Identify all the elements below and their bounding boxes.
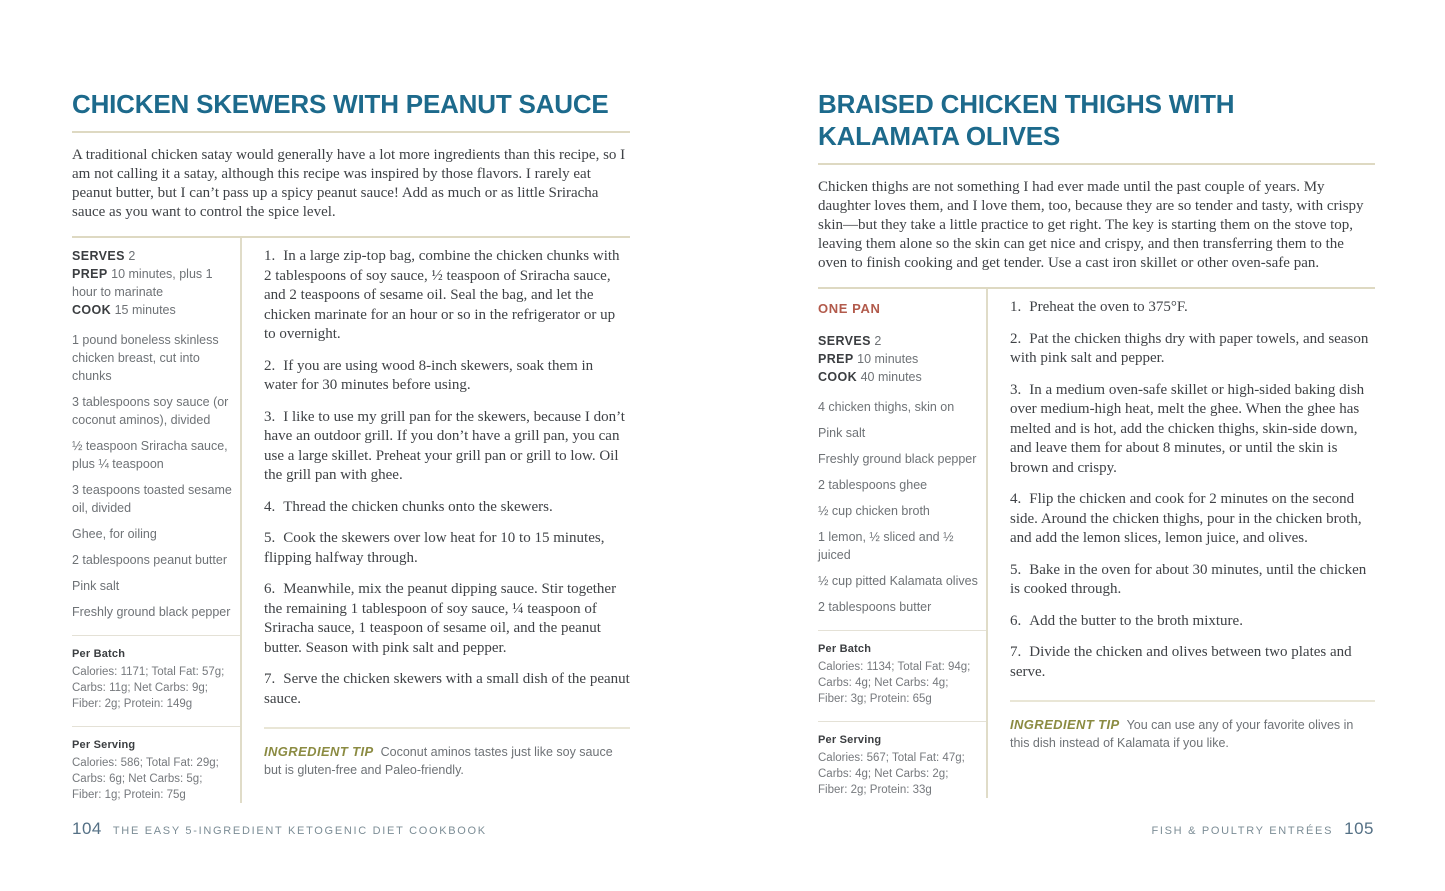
ingredient-item: ½ teaspoon Sriracha sauce, plus ¼ teaspoon (72, 439, 228, 471)
step-text: Meanwhile, mix the peanut dipping sauce. Stir together the remaining 1 tablespoon of soy sauce, ¼ teaspoon of Sriracha sauce, 1 teaspoon of sesame oil, and the peanut butter. Season with pink salt and pepper. (264, 581, 617, 656)
ingredient-item: 3 teaspoons toasted sesame oil, divided (72, 483, 232, 515)
meta-cook-value: 15 minutes (114, 303, 176, 317)
nutrition-divider (818, 721, 986, 722)
step-text: I like to use my grill pan for the skewers, because I don’t have an outdoor grill. If you don’t have a grill pan, you can use a large skillet. Preheat your grill pan or grill to low. Oil the grill pan with ghee. (264, 408, 625, 483)
meta-prep (72, 265, 240, 301)
instructions-left (242, 238, 630, 803)
step-text: Cook the skewers over low heat for 10 to 15 minutes, flipping halfway through. (264, 530, 605, 566)
nutrition-line: Calories: 567; Total Fat: 47g; (818, 752, 965, 764)
ingredient-item: 2 tablespoons butter (818, 600, 932, 614)
columns-left (72, 238, 630, 803)
recipe-title-right: BRAISED CHICKEN THIGHS WITH KALAMATA OLIVES (818, 89, 1235, 151)
meta-prep-value: 10 minutes, plus 1 hour to marinate (72, 267, 213, 299)
step-text: Add the butter to the broth mixture. (1029, 612, 1243, 629)
recipe-step (264, 408, 630, 486)
per-serving-heading: Per Serving (818, 734, 882, 746)
recipe-step (1010, 381, 1375, 479)
recipe-step (1010, 561, 1375, 600)
ingredient-tip-right (1010, 716, 1375, 752)
step-number: 5. (1010, 561, 1022, 578)
recipe-intro-left: A traditional chicken satay would generally have a lot more ingredients than this recipe, so I am not calling it a satay, although this recipe was inspired by those flavors. I rarely eat peanut butter, but I can’t pass up a spicy peanut sauce! Add as much or as little Sriracha sauce as you want to control the spice level. (72, 147, 626, 220)
nutrition-divider (72, 635, 240, 636)
step-number: 7. (264, 671, 276, 687)
per-batch-heading: Per Batch (818, 643, 872, 655)
step-number: 4. (264, 498, 276, 515)
step-number: 1. (1010, 299, 1022, 315)
meta-prep (818, 350, 986, 368)
meta-serves (72, 247, 240, 265)
one-pan-badge: ONE PAN (818, 301, 881, 316)
tip-divider-right (1010, 700, 1375, 702)
recipe-step (264, 580, 630, 658)
step-text: Pat the chicken thighs dry with paper towels, and season with pink salt and pepper. (1010, 330, 1369, 366)
meta-serves-value: 2 (128, 249, 136, 263)
nutrition-line: Calories: 1171; Total Fat: 57g; (72, 666, 225, 678)
ingredient-item: 2 tablespoons peanut butter (72, 553, 227, 567)
step-text: Flip the chicken and cook for 2 minutes on the second side. Around the chicken thighs, pour in the chicken broth, and add the lemon slices, lemon juice, and olives. (1010, 491, 1362, 546)
per-batch-block-left (72, 648, 240, 712)
recipe-step (1010, 330, 1375, 369)
step-text: Serve the chicken skewers with a small dish of the peanut sauce. (264, 671, 630, 707)
recipe-step (264, 247, 630, 345)
recipe-step (264, 357, 630, 396)
ingredient-item: Ghee, for oiling (72, 527, 157, 541)
meta-serves-label: SERVES (818, 334, 871, 348)
footer-right (1151, 819, 1374, 839)
meta-cook (72, 301, 240, 319)
step-text: Bake in the oven for about 30 minutes, until the chicken is cooked through. (1010, 561, 1367, 597)
nutrition-line: Fiber: 3g; Protein: 65g (818, 693, 932, 705)
per-serving-block-right (818, 734, 986, 798)
nutrition-line: Fiber: 2g; Protein: 149g (72, 698, 193, 710)
meta-cook-label: COOK (72, 303, 112, 317)
title-rule-right (818, 163, 1375, 165)
meta-cook-label: COOK (818, 370, 858, 384)
tip-text: Coconut aminos tastes just like soy sauce but is gluten-free and Paleo-friendly. (264, 745, 613, 777)
per-serving-block-left (72, 739, 240, 803)
page-left (72, 88, 630, 803)
title-rule-left (72, 131, 630, 133)
meta-prep-label: PREP (72, 267, 108, 281)
ingredient-item: 2 tablespoons ghee (818, 478, 928, 492)
step-number: 1. (264, 248, 276, 264)
step-number: 7. (1010, 644, 1022, 660)
meta-cook-value: 40 minutes (860, 370, 922, 384)
meta-serves-value: 2 (874, 334, 882, 348)
meta-block-right (818, 332, 986, 386)
ingredient-item: Pink salt (72, 579, 120, 593)
nutrition-line: Calories: 586; Total Fat: 29g; (72, 757, 219, 769)
meta-serves (818, 332, 986, 350)
page-right (818, 88, 1375, 798)
meta-prep-value: 10 minutes (857, 352, 919, 366)
step-text: Preheat the oven to 375°F. (1029, 299, 1188, 315)
meta-serves-label: SERVES (72, 249, 125, 263)
step-number: 3. (264, 408, 276, 425)
nutrition-line: Carbs: 11g; Net Carbs: 9g; (72, 682, 208, 694)
ingredient-item: 1 lemon, ½ sliced and ½ juiced (818, 530, 954, 562)
step-text: In a large zip-top bag, combine the chicken chunks with 2 tablespoons of soy sauce, ½ teaspoon of Sriracha sauce, and 2 teaspoons of sesame oil. Seal the bag, and let the chicken marinate for an hour or so in the refrigerator or up to overnight. (264, 248, 620, 342)
sidebar-left (72, 238, 240, 803)
nutrition-line: Calories: 1134; Total Fat: 94g; (818, 661, 971, 673)
book-title-caption: THE EASY 5-INGREDIENT KETOGENIC DIET COOKBOOK (112, 825, 487, 837)
tip-label: INGREDIENT TIP (264, 744, 374, 759)
step-number: 2. (264, 357, 276, 374)
ingredient-item: 4 chicken thighs, skin on (818, 400, 955, 414)
footer-left (72, 819, 487, 839)
page-number-right: 105 (1344, 819, 1374, 838)
instructions-right (988, 289, 1375, 798)
ingredient-item: 1 pound boneless skinless chicken breast, cut into chunks (72, 333, 219, 383)
nutrition-divider (72, 726, 240, 727)
recipe-intro-right: Chicken thighs are not something I had ever made until the past couple of years. My daughter loves them, and I love them, too, because they are so tender and tasty, with crispy skin—but they take a little practice to get right. The key is starting them on the stove top, leaving them alone so the skin can get nice and crispy, and then transferring them to the oven to finish cooking and get tender. Use a cast iron skillet or other oven-safe pan. (818, 179, 1364, 271)
step-text: If you are using wood 8-inch skewers, soak them in water for 30 minutes before using. (264, 357, 594, 393)
nutrition-line: Carbs: 6g; Net Carbs: 5g; (72, 773, 203, 785)
per-batch-block-right (818, 643, 986, 707)
nutrition-line: Carbs: 4g; Net Carbs: 2g; (818, 768, 949, 780)
sidebar-right (818, 289, 986, 798)
section-title-caption: FISH & POULTRY ENTRÉES (1151, 825, 1334, 837)
ingredient-item: Freshly ground black pepper (72, 605, 231, 619)
page-number-left: 104 (72, 819, 102, 838)
step-number: 2. (1010, 330, 1022, 347)
step-number: 6. (1010, 612, 1022, 629)
per-batch-heading: Per Batch (72, 648, 126, 660)
step-text: Thread the chicken chunks onto the skewers. (283, 498, 553, 515)
nutrition-line: Fiber: 1g; Protein: 75g (72, 789, 186, 801)
recipe-step (1010, 643, 1375, 682)
meta-cook (818, 368, 986, 386)
step-number: 5. (264, 530, 276, 546)
meta-block-left (72, 247, 240, 319)
recipe-step (264, 529, 630, 568)
nutrition-line: Fiber: 2g; Protein: 33g (818, 784, 932, 796)
step-text: Divide the chicken and olives between two plates and serve. (1010, 644, 1352, 680)
ingredient-item: 3 tablespoons soy sauce (or coconut aminos), divided (72, 395, 229, 427)
recipe-step (264, 498, 630, 518)
ingredient-item: Freshly ground black pepper (818, 452, 977, 466)
per-serving-heading: Per Serving (72, 739, 136, 751)
recipe-step (1010, 490, 1375, 549)
ingredient-item: ½ cup pitted Kalamata olives (818, 574, 978, 588)
step-number: 4. (1010, 491, 1022, 507)
nutrition-divider (818, 630, 986, 631)
recipe-step (1010, 612, 1375, 632)
ingredient-item: Pink salt (818, 426, 866, 440)
ingredient-tip-left (264, 743, 630, 779)
columns-right (818, 289, 1375, 798)
tip-divider-left (264, 727, 630, 729)
recipe-title-left: CHICKEN SKEWERS WITH PEANUT SAUCE (72, 89, 609, 119)
step-number: 3. (1010, 381, 1022, 398)
step-number: 6. (264, 581, 276, 597)
step-text: In a medium oven-safe skillet or high-sided baking dish over medium-high heat, melt the ghee. When the ghee has melted and is hot, add the chicken thighs, skin-side down, and leave them for about 8 minutes, or until the skin is brown and crispy. (1010, 381, 1365, 476)
meta-prep-label: PREP (818, 352, 854, 366)
nutrition-line: Carbs: 4g; Net Carbs: 4g; (818, 677, 949, 689)
recipe-step (1010, 298, 1375, 318)
tip-text: You can use any of your favorite olives in this dish instead of Kalamata if you like. (1010, 718, 1354, 750)
recipe-step (264, 670, 630, 709)
tip-label: INGREDIENT TIP (1010, 717, 1120, 732)
ingredient-item: ½ cup chicken broth (818, 504, 930, 518)
